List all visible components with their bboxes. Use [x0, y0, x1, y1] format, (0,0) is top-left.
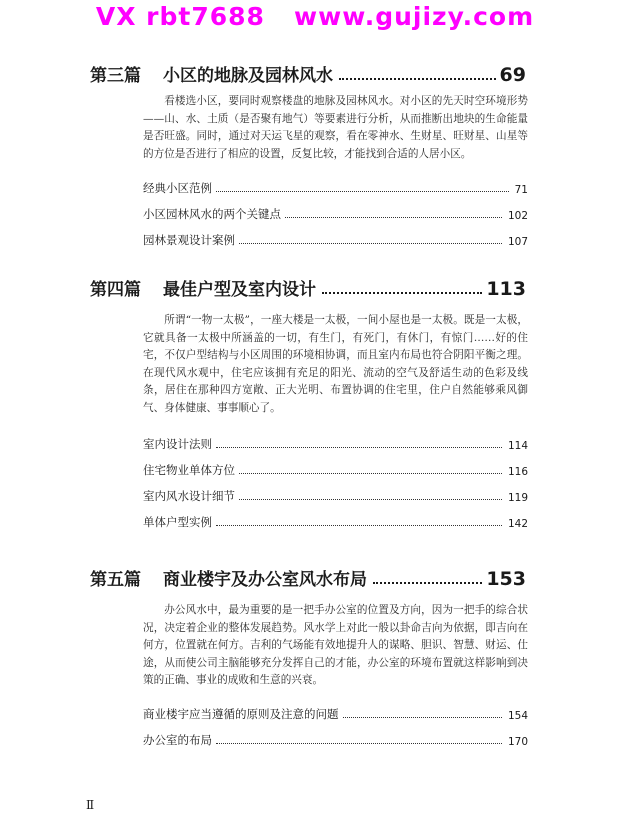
entry-title: 商业楼宇应当遵循的原则及注意的问题 [143, 707, 339, 721]
part-heading [90, 270, 526, 300]
entry-page-number: 170 [507, 736, 528, 748]
dot-leader [216, 191, 509, 192]
toc-entry[interactable] [143, 722, 528, 748]
part-intro: 所谓“一物一太极”，一座大楼是一太极，一间小屋也是一太极。既是一太极，它就具备一太极中所涵盖的一切，有生门，有死门，有休门，有惊门……好的住宅，不仅户型结构与小区周围的环境相协调，而且室内布局也符合阴阳平衡之理。在现代风水观中，住宅应该拥有充足的阳光、流动的空气及舒适生动的色彩及线条，居住在那种四方宽敞、正大光明、布置协调的住宅里，住户自然能够乘风御气、身体健康、事事顺心了。 [143, 314, 528, 414]
dot-leader [339, 78, 496, 80]
part-title: 小区的地脉及园林风水 [163, 66, 333, 86]
part-page-number: 113 [486, 278, 526, 300]
part-intro: 看楼选小区，要同时观察楼盘的地脉及园林风水。对小区的先天时空环境形势——山、水、土质（是否聚有地气）等要素进行分析，从而推断出地块的生命能量是否旺盛。同时，通过对天运飞星的观察，看在零神水、生财星、旺财星、山星等的方位是否进行了相应的设置，反复比较，才能找到合适的人居小区。 [143, 95, 528, 160]
watermark-text: VX rbt7688 www.gujizy.com [95, 2, 535, 31]
dot-leader [216, 525, 502, 526]
toc-entry[interactable] [143, 478, 528, 504]
entry-page-number: 107 [507, 236, 528, 248]
toc-entry[interactable] [143, 222, 528, 248]
part-heading [90, 56, 526, 86]
dot-leader [239, 499, 502, 500]
toc-entry[interactable] [143, 426, 528, 452]
dot-leader [322, 292, 482, 294]
entry-title: 室内风水设计细节 [143, 489, 235, 503]
part-page-number: 69 [499, 64, 526, 86]
entry-page-number: 142 [507, 518, 528, 530]
dot-leader [239, 243, 502, 244]
toc-entries [143, 170, 528, 248]
toc-entries [143, 426, 528, 530]
toc-entry[interactable] [143, 196, 528, 222]
part-page-number: 153 [486, 568, 526, 590]
dot-leader [373, 582, 482, 584]
page-folio: Ⅱ [86, 798, 95, 812]
entry-page-number: 119 [507, 492, 528, 504]
entry-title: 办公室的布局 [143, 733, 212, 747]
dot-leader [216, 447, 502, 448]
entry-title: 经典小区范例 [143, 181, 212, 195]
part-heading [90, 560, 526, 590]
entry-title: 单体户型实例 [143, 515, 212, 529]
dot-leader [343, 717, 502, 718]
toc-entry[interactable] [143, 170, 528, 196]
entry-title: 室内设计法则 [143, 437, 212, 451]
part-title: 最佳户型及室内设计 [163, 280, 316, 300]
part-number: 第五篇 [90, 570, 141, 590]
entry-title: 小区园林风水的两个关键点 [143, 207, 281, 221]
entry-page-number: 114 [507, 440, 528, 452]
toc-entry[interactable] [143, 452, 528, 478]
entry-title: 园林景观设计案例 [143, 233, 235, 247]
entry-page-number: 116 [507, 466, 528, 478]
toc-entry[interactable] [143, 696, 528, 722]
part-number: 第四篇 [90, 280, 141, 300]
toc-entries [143, 696, 528, 748]
part-intro: 办公风水中，最为重要的是一把手办公室的位置及方向，因为一把手的综合状况，决定着企业的整体发展趋势。风水学上对此一般以卦命吉向为依据，即吉向在何方，位置就在何方。吉利的气场能有效地提升人的谋略、胆识、智慧、财运、仕途，从而使公司主脑能够充分发挥自己的才能，办公室的环境布置就这样影响到决策的正确、事业的成败和生意的兴衰。 [143, 604, 528, 686]
entry-page-number: 154 [507, 710, 528, 722]
dot-leader [285, 217, 502, 218]
dot-leader [239, 473, 502, 474]
entry-title: 住宅物业单体方位 [143, 463, 235, 477]
part-title: 商业楼宇及办公室风水布局 [163, 570, 367, 590]
part-number: 第三篇 [90, 66, 141, 86]
dot-leader [216, 743, 502, 744]
entry-page-number: 102 [507, 210, 528, 222]
entry-page-number: 71 [514, 184, 528, 196]
toc-entry[interactable] [143, 504, 528, 530]
